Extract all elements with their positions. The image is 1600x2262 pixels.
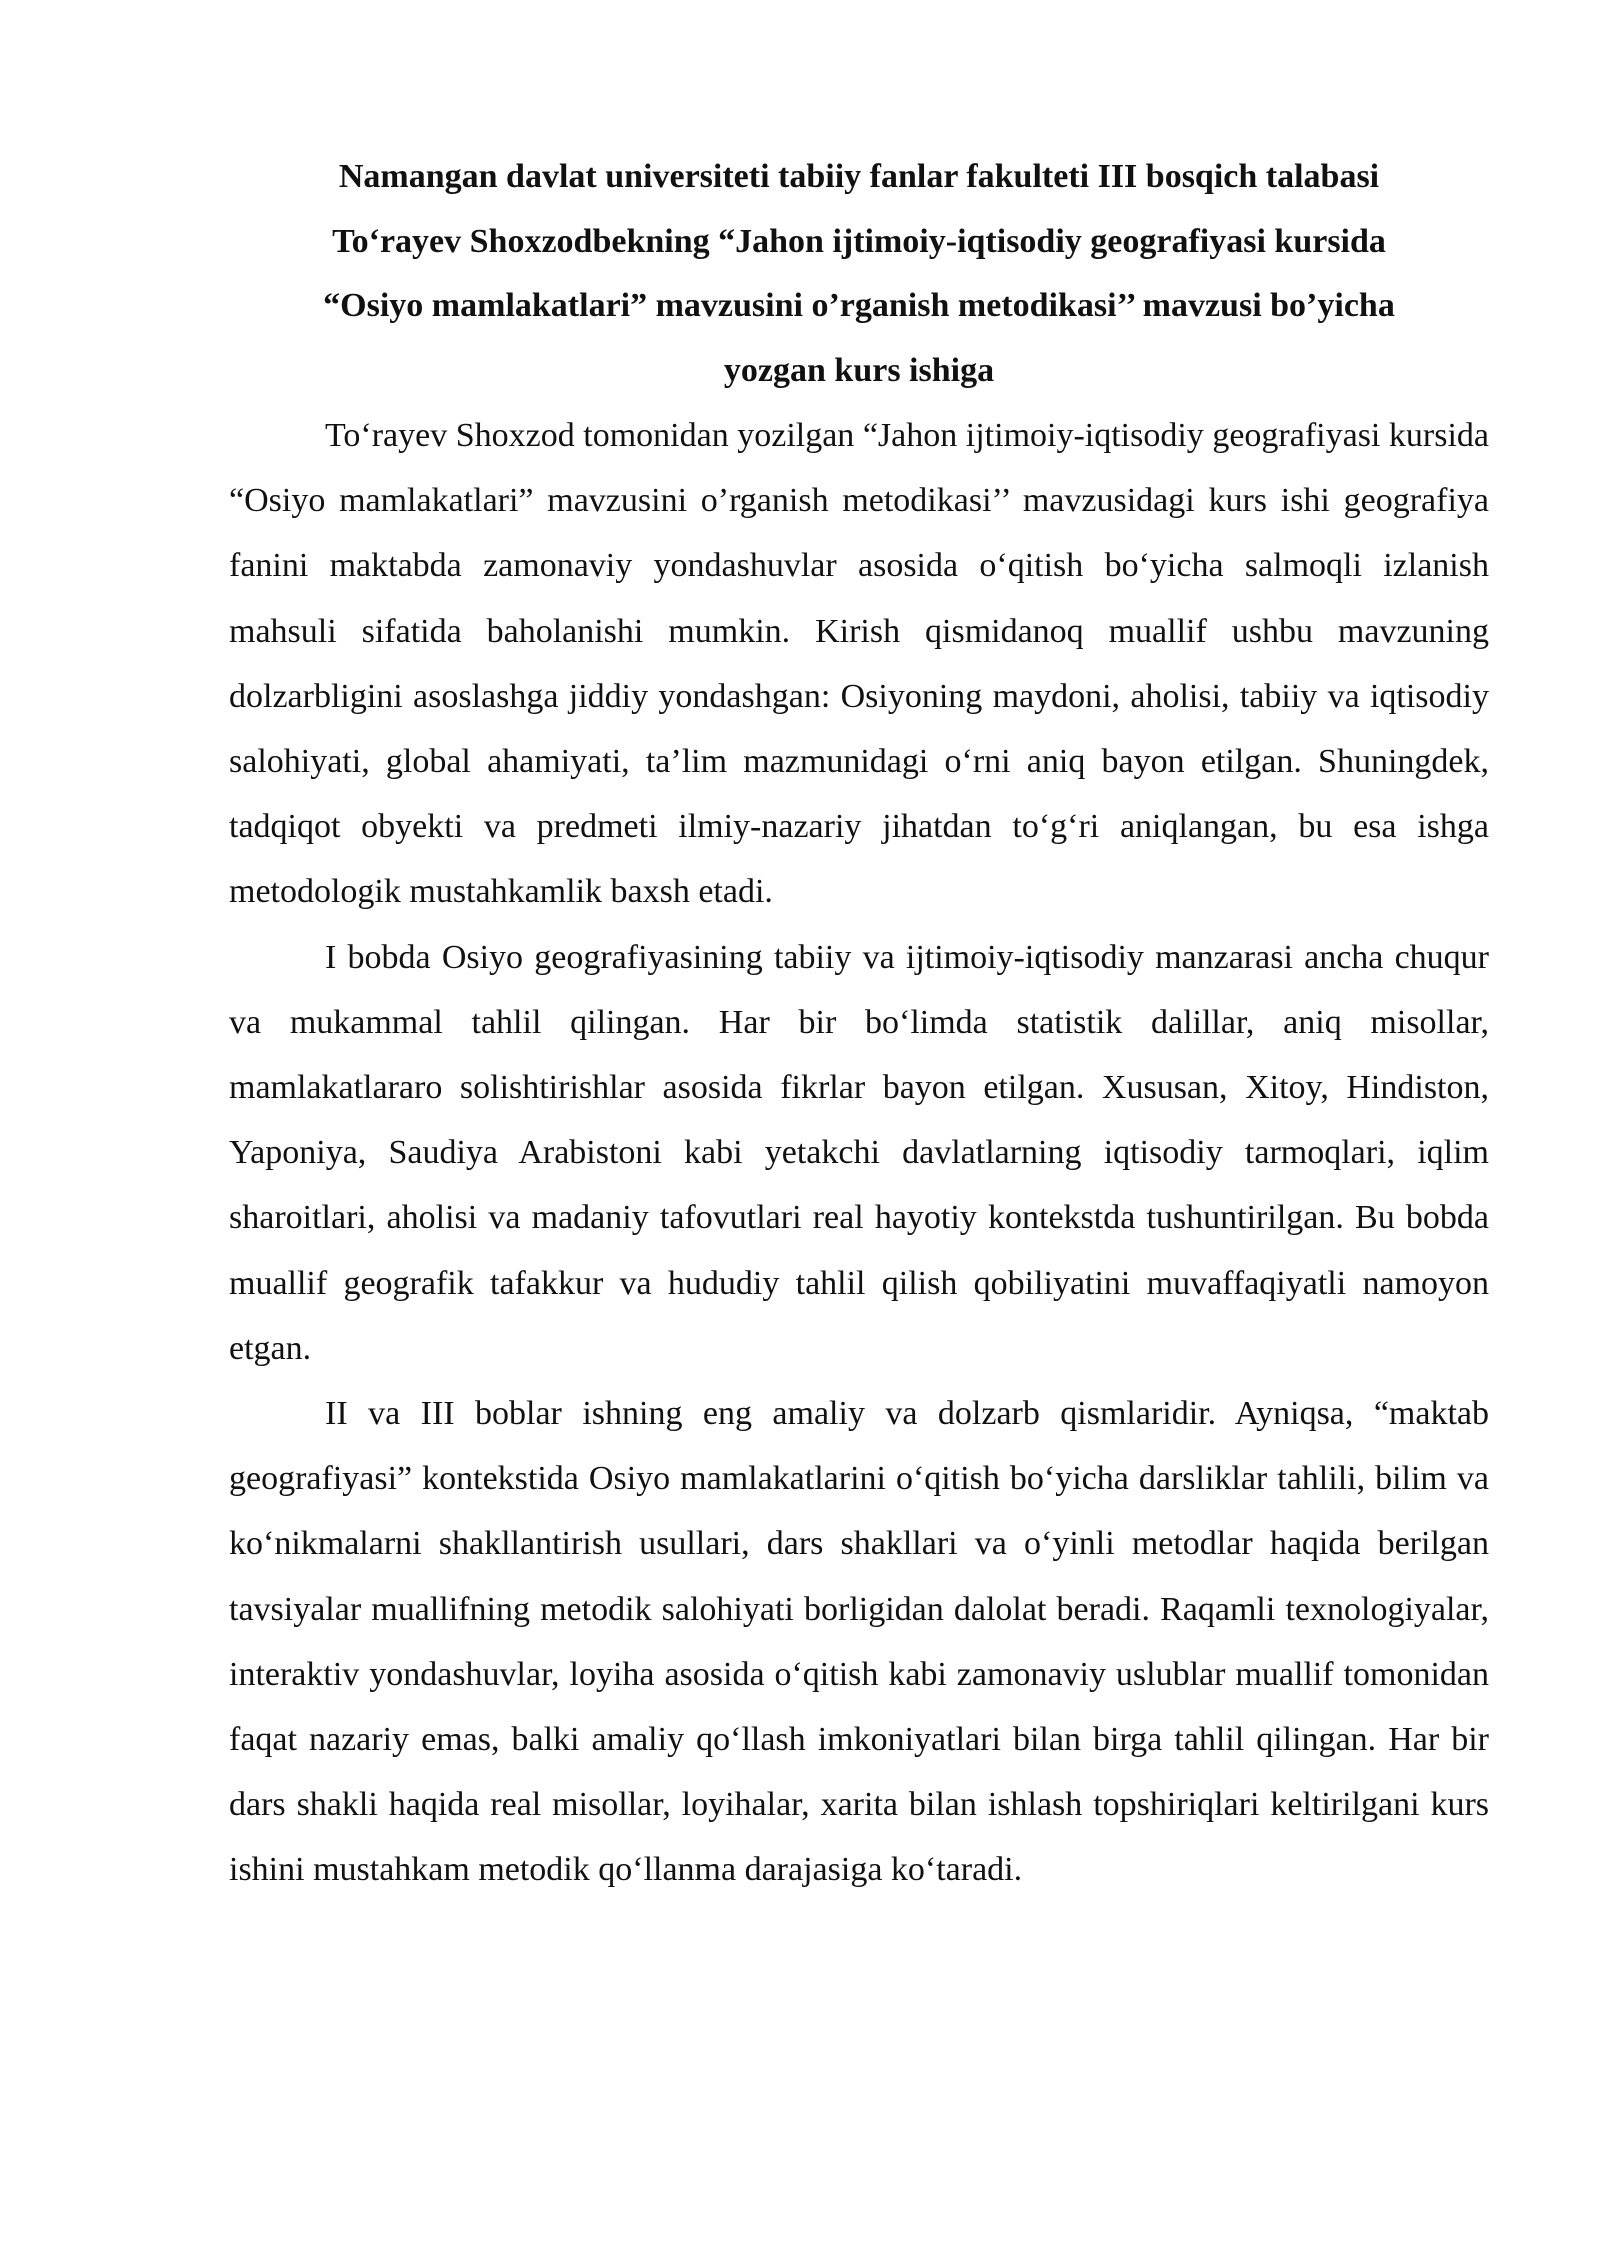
paragraph-chapter-one: I bobda Osiyo geografiyasining tabiiy va ijtimoiy-iqtisodiy manzarasi ancha chuqur va mukammal tahlil qilingan. Har bir bo‘limda statistik dalillar, aniq misollar, mamlakatlararo solishtirishlar asosida fikrlar bayon etilgan. Xususan, Xitoy, Hindiston, Yaponiya, Saudiya Arabistoni kabi yetakchi davlatlarning iqtisodiy tarmoqlari, iqlim sharoitlari, aholisi va madaniy tafovutlari real hayotiy kontekstda tushuntirilgan. Bu bobda muallif geografik tafakkur va hududiy tahlil qilish qobiliyatini muvaffaqiyatli namoyon etgan. <box>229 938 1489 1367</box>
paragraph-introduction: To‘rayev Shoxzod tomonidan yozilgan “Jahon ijtimoiy-iqtisodiy geografiyasi kursida “Osiyo mamlakatlari” mavzusini o’rganish metodikasi’’ mavzusidagi kurs ishi geografiya fanini maktabda zamonaviy yondashuvlar asosida o‘qitish bo‘yicha salmoqli izlanish mahsuli sifatida baholanishi mumkin. Kirish qismidanoq muallif ushbu mavzuning dolzarbligini asoslashga jiddiy yondashgan: Osiyoning maydoni, aholisi, tabiiy va iqtisodiy salohiyati, global ahamiyati, ta’lim mazmunidagi o‘rni aniq bayon etilgan. Shuningdek, tadqiqot obyekti va predmeti ilmiy-nazariy jihatdan to‘g‘ri aniqlangan, bu esa ishga metodologik mustahkamlik baxsh etadi. <box>229 417 1489 911</box>
title-line: Namangan davlat universiteti tabiiy fanlar fakulteti III bosqich talabasi <box>338 158 1380 195</box>
title-line: To‘rayev Shoxzodbekning “Jahon ijtimoiy-iqtisodiy geografiyasi kursida <box>332 222 1386 260</box>
document-body <box>229 145 1489 1903</box>
title-line: yozgan kurs ishiga <box>723 351 995 389</box>
paragraph-chapters-two-three: II va III boblar ishning eng amaliy va dolzarb qismlaridir. Ayniqsa, “maktab geografiyasi” kontekstida Osiyo mamlakatlarini o‘qitish bo‘yicha darsliklar tahlili, bilim va ko‘nikmalarni shakllantirish usullari, dars shakllari va o‘yinli metodlar haqida berilgan tavsiyalar muallifning metodik salohiyati borligidan dalolat beradi. Raqamli texnologiyalar, interaktiv yondashuvlar, loyiha asosida o‘qitish kabi zamonaviy uslublar muallif tomonidan faqat nazariy emas, balki amaliy qo‘llash imkoniyatlari bilan birga tahlil qilingan. Har bir dars shakli haqida real misollar, loyihalar, xarita bilan ishlash topshiriqlari keltirilgani kurs ishini mustahkam metodik qo‘llanma darajasiga ko‘taradi. <box>229 1395 1489 1889</box>
document-title <box>229 145 1489 403</box>
title-line: “Osiyo mamlakatlari” mavzusini o’rganish metodikasi’’ mavzusi bo’yicha <box>323 287 1395 324</box>
